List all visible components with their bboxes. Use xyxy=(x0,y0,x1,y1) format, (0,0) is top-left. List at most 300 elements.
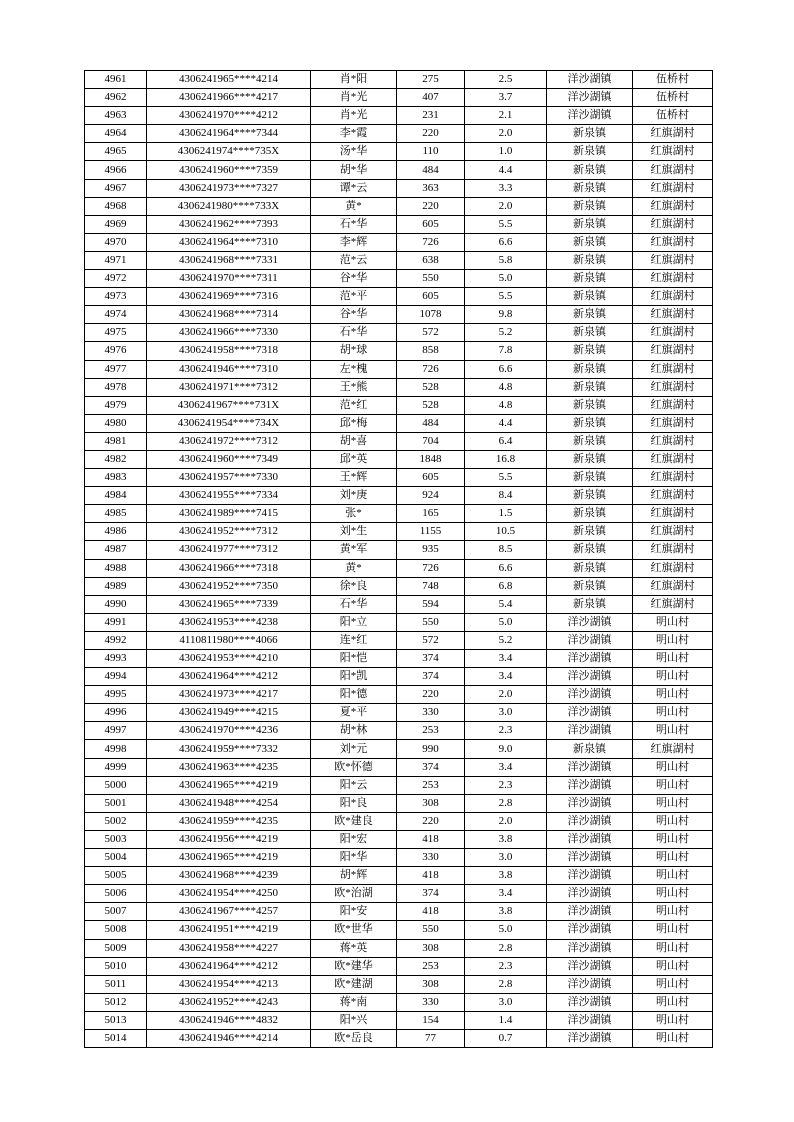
cell-name: 刘*元 xyxy=(311,740,397,758)
cell-seq: 4964 xyxy=(85,125,147,143)
cell-town: 洋沙湖镇 xyxy=(547,885,633,903)
cell-seq: 4984 xyxy=(85,487,147,505)
cell-amount: 704 xyxy=(397,432,465,450)
data-table xyxy=(84,70,713,1048)
cell-village: 明山村 xyxy=(633,650,713,668)
table-row xyxy=(85,849,713,867)
cell-village: 明山村 xyxy=(633,794,713,812)
cell-seq: 4989 xyxy=(85,577,147,595)
cell-id-number: 4306241960****7349 xyxy=(147,450,311,468)
cell-id-number: 4306241956****4219 xyxy=(147,830,311,848)
cell-seq: 4999 xyxy=(85,758,147,776)
cell-name: 范*红 xyxy=(311,396,397,414)
cell-amount: 638 xyxy=(397,251,465,269)
cell-seq: 4990 xyxy=(85,595,147,613)
table-row xyxy=(85,414,713,432)
cell-id-number: 4306241966****7318 xyxy=(147,559,311,577)
cell-id-number: 4306241971****7312 xyxy=(147,378,311,396)
cell-id-number: 4306241954****4250 xyxy=(147,885,311,903)
cell-amount: 726 xyxy=(397,233,465,251)
table-row xyxy=(85,704,713,722)
cell-village: 红旗湖村 xyxy=(633,270,713,288)
cell-village: 红旗湖村 xyxy=(633,378,713,396)
cell-name: 欧*世华 xyxy=(311,921,397,939)
cell-seq: 4987 xyxy=(85,541,147,559)
cell-town: 洋沙湖镇 xyxy=(547,975,633,993)
cell-rate: 2.0 xyxy=(465,812,547,830)
cell-village: 红旗湖村 xyxy=(633,523,713,541)
cell-town: 洋沙湖镇 xyxy=(547,107,633,125)
cell-town: 新泉镇 xyxy=(547,125,633,143)
cell-village: 红旗湖村 xyxy=(633,197,713,215)
cell-id-number: 4306241952****7350 xyxy=(147,577,311,595)
cell-amount: 605 xyxy=(397,469,465,487)
cell-seq: 5010 xyxy=(85,957,147,975)
cell-village: 红旗湖村 xyxy=(633,595,713,613)
table-row xyxy=(85,577,713,595)
cell-town: 洋沙湖镇 xyxy=(547,1029,633,1047)
cell-id-number: 4306241958****4227 xyxy=(147,939,311,957)
cell-name: 黄*军 xyxy=(311,541,397,559)
table-row xyxy=(85,830,713,848)
cell-seq: 4977 xyxy=(85,360,147,378)
cell-id-number: 4306241965****4214 xyxy=(147,71,311,89)
cell-amount: 220 xyxy=(397,686,465,704)
cell-id-number: 4306241969****7316 xyxy=(147,288,311,306)
table-body xyxy=(85,71,713,1048)
cell-amount: 550 xyxy=(397,270,465,288)
cell-seq: 4970 xyxy=(85,233,147,251)
cell-town: 新泉镇 xyxy=(547,396,633,414)
cell-village: 明山村 xyxy=(633,668,713,686)
cell-id-number: 4306241958****7318 xyxy=(147,342,311,360)
cell-name: 阳*华 xyxy=(311,849,397,867)
cell-town: 新泉镇 xyxy=(547,414,633,432)
cell-id-number: 4306241972****7312 xyxy=(147,432,311,450)
cell-name: 王*熊 xyxy=(311,378,397,396)
cell-seq: 5011 xyxy=(85,975,147,993)
cell-id-number: 4306241967****4257 xyxy=(147,903,311,921)
cell-id-number: 4306241974****735X xyxy=(147,143,311,161)
cell-amount: 110 xyxy=(397,143,465,161)
cell-id-number: 4306241954****4213 xyxy=(147,975,311,993)
cell-village: 红旗湖村 xyxy=(633,306,713,324)
cell-seq: 5007 xyxy=(85,903,147,921)
cell-rate: 9.8 xyxy=(465,306,547,324)
cell-village: 红旗湖村 xyxy=(633,233,713,251)
cell-name: 阳*德 xyxy=(311,686,397,704)
cell-rate: 4.4 xyxy=(465,161,547,179)
cell-village: 明山村 xyxy=(633,686,713,704)
cell-rate: 3.0 xyxy=(465,849,547,867)
cell-rate: 8.5 xyxy=(465,541,547,559)
cell-seq: 5014 xyxy=(85,1029,147,1047)
cell-village: 红旗湖村 xyxy=(633,541,713,559)
cell-amount: 220 xyxy=(397,812,465,830)
table-row xyxy=(85,740,713,758)
table-row xyxy=(85,233,713,251)
cell-amount: 748 xyxy=(397,577,465,595)
table-row xyxy=(85,993,713,1011)
cell-village: 红旗湖村 xyxy=(633,179,713,197)
cell-name: 欧*建华 xyxy=(311,957,397,975)
cell-seq: 5006 xyxy=(85,885,147,903)
cell-id-number: 4306241966****4217 xyxy=(147,89,311,107)
cell-amount: 484 xyxy=(397,414,465,432)
cell-rate: 6.6 xyxy=(465,559,547,577)
cell-name: 胡*华 xyxy=(311,161,397,179)
table-row xyxy=(85,288,713,306)
cell-id-number: 4306241970****4212 xyxy=(147,107,311,125)
cell-village: 明山村 xyxy=(633,903,713,921)
cell-rate: 9.0 xyxy=(465,740,547,758)
cell-amount: 407 xyxy=(397,89,465,107)
cell-name: 肖*光 xyxy=(311,107,397,125)
cell-town: 新泉镇 xyxy=(547,251,633,269)
cell-rate: 5.0 xyxy=(465,613,547,631)
table-row xyxy=(85,939,713,957)
cell-name: 蒋*南 xyxy=(311,993,397,1011)
cell-amount: 154 xyxy=(397,1011,465,1029)
cell-rate: 5.8 xyxy=(465,251,547,269)
cell-id-number: 4306241962****7393 xyxy=(147,215,311,233)
cell-town: 新泉镇 xyxy=(547,432,633,450)
cell-id-number: 4306241965****4219 xyxy=(147,849,311,867)
table-row xyxy=(85,505,713,523)
cell-rate: 3.4 xyxy=(465,758,547,776)
cell-amount: 253 xyxy=(397,776,465,794)
cell-seq: 4962 xyxy=(85,89,147,107)
cell-amount: 308 xyxy=(397,975,465,993)
cell-rate: 5.5 xyxy=(465,469,547,487)
table-row xyxy=(85,125,713,143)
cell-name: 刘*生 xyxy=(311,523,397,541)
cell-town: 新泉镇 xyxy=(547,161,633,179)
cell-name: 邱*英 xyxy=(311,450,397,468)
cell-town: 洋沙湖镇 xyxy=(547,1011,633,1029)
table-row xyxy=(85,613,713,631)
cell-seq: 5001 xyxy=(85,794,147,812)
cell-town: 洋沙湖镇 xyxy=(547,686,633,704)
cell-id-number: 4306241955****7334 xyxy=(147,487,311,505)
cell-amount: 275 xyxy=(397,71,465,89)
cell-amount: 990 xyxy=(397,740,465,758)
cell-town: 洋沙湖镇 xyxy=(547,794,633,812)
cell-rate: 2.3 xyxy=(465,776,547,794)
cell-seq: 5013 xyxy=(85,1011,147,1029)
cell-amount: 220 xyxy=(397,197,465,215)
cell-rate: 3.0 xyxy=(465,993,547,1011)
cell-town: 新泉镇 xyxy=(547,306,633,324)
cell-name: 张* xyxy=(311,505,397,523)
cell-village: 伍桥村 xyxy=(633,107,713,125)
cell-amount: 308 xyxy=(397,939,465,957)
cell-town: 洋沙湖镇 xyxy=(547,650,633,668)
cell-name: 黄* xyxy=(311,559,397,577)
cell-amount: 528 xyxy=(397,378,465,396)
cell-seq: 4974 xyxy=(85,306,147,324)
cell-rate: 3.3 xyxy=(465,179,547,197)
cell-rate: 0.7 xyxy=(465,1029,547,1047)
table-row xyxy=(85,89,713,107)
cell-rate: 2.8 xyxy=(465,975,547,993)
cell-amount: 363 xyxy=(397,179,465,197)
cell-rate: 6.6 xyxy=(465,233,547,251)
table-row xyxy=(85,197,713,215)
cell-seq: 4971 xyxy=(85,251,147,269)
cell-amount: 374 xyxy=(397,885,465,903)
table-row xyxy=(85,360,713,378)
cell-amount: 308 xyxy=(397,794,465,812)
cell-village: 红旗湖村 xyxy=(633,215,713,233)
cell-seq: 4969 xyxy=(85,215,147,233)
cell-id-number: 4306241968****4239 xyxy=(147,867,311,885)
cell-name: 欧*治湖 xyxy=(311,885,397,903)
cell-town: 新泉镇 xyxy=(547,487,633,505)
table-row xyxy=(85,541,713,559)
cell-seq: 5004 xyxy=(85,849,147,867)
cell-town: 洋沙湖镇 xyxy=(547,957,633,975)
cell-seq: 4978 xyxy=(85,378,147,396)
cell-seq: 4967 xyxy=(85,179,147,197)
cell-seq: 4985 xyxy=(85,505,147,523)
cell-village: 红旗湖村 xyxy=(633,414,713,432)
cell-name: 阳*立 xyxy=(311,613,397,631)
cell-amount: 528 xyxy=(397,396,465,414)
cell-town: 洋沙湖镇 xyxy=(547,722,633,740)
cell-id-number: 4306241946****7310 xyxy=(147,360,311,378)
cell-rate: 3.8 xyxy=(465,903,547,921)
cell-village: 明山村 xyxy=(633,613,713,631)
cell-name: 阳*宏 xyxy=(311,830,397,848)
cell-amount: 935 xyxy=(397,541,465,559)
cell-town: 新泉镇 xyxy=(547,179,633,197)
cell-name: 肖*光 xyxy=(311,89,397,107)
cell-name: 胡*喜 xyxy=(311,432,397,450)
cell-amount: 330 xyxy=(397,849,465,867)
cell-seq: 4981 xyxy=(85,432,147,450)
cell-id-number: 4306241953****4238 xyxy=(147,613,311,631)
cell-village: 明山村 xyxy=(633,812,713,830)
cell-village: 伍桥村 xyxy=(633,89,713,107)
cell-rate: 4.8 xyxy=(465,378,547,396)
cell-amount: 374 xyxy=(397,758,465,776)
cell-rate: 6.6 xyxy=(465,360,547,378)
cell-seq: 5002 xyxy=(85,812,147,830)
cell-seq: 4975 xyxy=(85,324,147,342)
cell-town: 新泉镇 xyxy=(547,740,633,758)
cell-id-number: 4306241963****4235 xyxy=(147,758,311,776)
cell-name: 左*槐 xyxy=(311,360,397,378)
cell-rate: 3.4 xyxy=(465,650,547,668)
cell-name: 胡*球 xyxy=(311,342,397,360)
cell-rate: 5.5 xyxy=(465,288,547,306)
cell-seq: 4993 xyxy=(85,650,147,668)
cell-village: 红旗湖村 xyxy=(633,450,713,468)
table-row xyxy=(85,179,713,197)
cell-id-number: 4306241973****7327 xyxy=(147,179,311,197)
cell-town: 洋沙湖镇 xyxy=(547,939,633,957)
cell-amount: 231 xyxy=(397,107,465,125)
cell-id-number: 4306241965****4219 xyxy=(147,776,311,794)
cell-name: 王*辉 xyxy=(311,469,397,487)
cell-village: 伍桥村 xyxy=(633,71,713,89)
cell-seq: 4996 xyxy=(85,704,147,722)
cell-id-number: 4306241959****7332 xyxy=(147,740,311,758)
cell-rate: 5.0 xyxy=(465,921,547,939)
cell-village: 红旗湖村 xyxy=(633,577,713,595)
cell-amount: 484 xyxy=(397,161,465,179)
cell-town: 新泉镇 xyxy=(547,197,633,215)
table-row xyxy=(85,378,713,396)
cell-town: 洋沙湖镇 xyxy=(547,812,633,830)
cell-rate: 1.0 xyxy=(465,143,547,161)
cell-id-number: 4306241977****7312 xyxy=(147,541,311,559)
cell-village: 红旗湖村 xyxy=(633,505,713,523)
cell-village: 明山村 xyxy=(633,776,713,794)
cell-seq: 4983 xyxy=(85,469,147,487)
cell-amount: 418 xyxy=(397,867,465,885)
cell-rate: 1.5 xyxy=(465,505,547,523)
cell-village: 红旗湖村 xyxy=(633,342,713,360)
cell-rate: 3.8 xyxy=(465,867,547,885)
cell-town: 洋沙湖镇 xyxy=(547,830,633,848)
cell-rate: 16.8 xyxy=(465,450,547,468)
cell-seq: 4988 xyxy=(85,559,147,577)
cell-seq: 4973 xyxy=(85,288,147,306)
cell-amount: 253 xyxy=(397,722,465,740)
table-row xyxy=(85,270,713,288)
cell-seq: 4976 xyxy=(85,342,147,360)
table-row xyxy=(85,143,713,161)
cell-seq: 4966 xyxy=(85,161,147,179)
cell-id-number: 4306241964****4212 xyxy=(147,668,311,686)
cell-name: 阳*兴 xyxy=(311,1011,397,1029)
table-row xyxy=(85,921,713,939)
cell-name: 汤*华 xyxy=(311,143,397,161)
table-row xyxy=(85,686,713,704)
cell-seq: 4982 xyxy=(85,450,147,468)
table-row xyxy=(85,595,713,613)
cell-id-number: 4306241980****733X xyxy=(147,197,311,215)
table-row xyxy=(85,396,713,414)
cell-name: 范*平 xyxy=(311,288,397,306)
cell-village: 明山村 xyxy=(633,704,713,722)
cell-id-number: 4306241949****4215 xyxy=(147,704,311,722)
table-row xyxy=(85,107,713,125)
cell-town: 洋沙湖镇 xyxy=(547,704,633,722)
table-row xyxy=(85,668,713,686)
cell-name: 谭*云 xyxy=(311,179,397,197)
cell-seq: 4965 xyxy=(85,143,147,161)
table-row xyxy=(85,903,713,921)
cell-id-number: 4306241968****7331 xyxy=(147,251,311,269)
cell-rate: 6.8 xyxy=(465,577,547,595)
cell-name: 黄* xyxy=(311,197,397,215)
cell-town: 洋沙湖镇 xyxy=(547,867,633,885)
cell-rate: 5.0 xyxy=(465,270,547,288)
table-row xyxy=(85,722,713,740)
cell-amount: 1155 xyxy=(397,523,465,541)
cell-id-number: 4306241948****4254 xyxy=(147,794,311,812)
cell-id-number: 4306241965****7339 xyxy=(147,595,311,613)
cell-amount: 726 xyxy=(397,360,465,378)
cell-town: 新泉镇 xyxy=(547,143,633,161)
cell-rate: 2.1 xyxy=(465,107,547,125)
cell-id-number: 4306241973****4217 xyxy=(147,686,311,704)
table-row xyxy=(85,794,713,812)
cell-rate: 2.0 xyxy=(465,686,547,704)
cell-amount: 220 xyxy=(397,125,465,143)
cell-village: 红旗湖村 xyxy=(633,469,713,487)
table-row xyxy=(85,957,713,975)
cell-village: 红旗湖村 xyxy=(633,251,713,269)
cell-village: 明山村 xyxy=(633,885,713,903)
table-row xyxy=(85,306,713,324)
cell-town: 新泉镇 xyxy=(547,378,633,396)
cell-seq: 5009 xyxy=(85,939,147,957)
cell-rate: 5.5 xyxy=(465,215,547,233)
cell-amount: 253 xyxy=(397,957,465,975)
cell-town: 新泉镇 xyxy=(547,233,633,251)
cell-town: 新泉镇 xyxy=(547,595,633,613)
cell-name: 蒋*英 xyxy=(311,939,397,957)
cell-id-number: 4306241954****734X xyxy=(147,414,311,432)
cell-town: 新泉镇 xyxy=(547,469,633,487)
cell-town: 新泉镇 xyxy=(547,577,633,595)
cell-amount: 605 xyxy=(397,288,465,306)
cell-amount: 165 xyxy=(397,505,465,523)
cell-rate: 3.0 xyxy=(465,704,547,722)
cell-seq: 4963 xyxy=(85,107,147,125)
cell-seq: 4997 xyxy=(85,722,147,740)
cell-town: 洋沙湖镇 xyxy=(547,776,633,794)
cell-id-number: 4306241946****4214 xyxy=(147,1029,311,1047)
cell-village: 明山村 xyxy=(633,849,713,867)
cell-name: 范*云 xyxy=(311,251,397,269)
table-row xyxy=(85,867,713,885)
cell-rate: 2.3 xyxy=(465,722,547,740)
cell-town: 新泉镇 xyxy=(547,541,633,559)
cell-name: 李*辉 xyxy=(311,233,397,251)
table-row xyxy=(85,487,713,505)
cell-village: 明山村 xyxy=(633,939,713,957)
cell-id-number: 4110811980****4066 xyxy=(147,631,311,649)
table-row xyxy=(85,559,713,577)
cell-amount: 550 xyxy=(397,613,465,631)
cell-town: 洋沙湖镇 xyxy=(547,613,633,631)
cell-town: 新泉镇 xyxy=(547,523,633,541)
table-row xyxy=(85,776,713,794)
cell-village: 明山村 xyxy=(633,1011,713,1029)
table-row xyxy=(85,432,713,450)
cell-town: 洋沙湖镇 xyxy=(547,758,633,776)
cell-name: 石*华 xyxy=(311,324,397,342)
cell-amount: 374 xyxy=(397,668,465,686)
cell-seq: 4979 xyxy=(85,396,147,414)
table-row xyxy=(85,812,713,830)
table-row xyxy=(85,251,713,269)
cell-name: 阳*安 xyxy=(311,903,397,921)
cell-town: 洋沙湖镇 xyxy=(547,849,633,867)
cell-seq: 4986 xyxy=(85,523,147,541)
cell-id-number: 4306241964****7310 xyxy=(147,233,311,251)
cell-amount: 77 xyxy=(397,1029,465,1047)
cell-rate: 2.0 xyxy=(465,197,547,215)
cell-id-number: 4306241952****4243 xyxy=(147,993,311,1011)
table-row xyxy=(85,885,713,903)
cell-name: 李*霞 xyxy=(311,125,397,143)
